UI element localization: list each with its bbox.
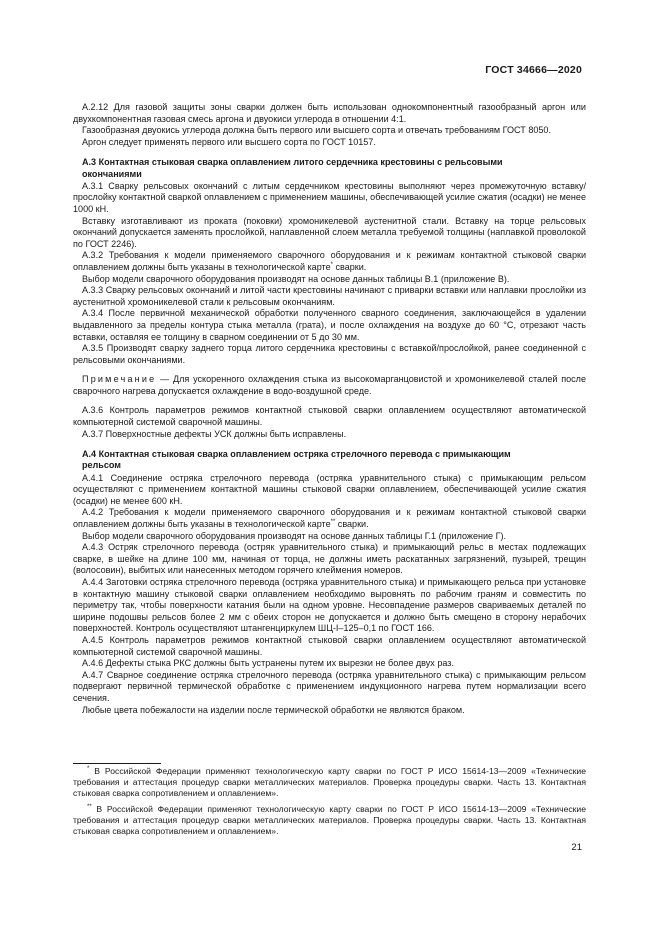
paragraph-a2-12: А.2.12 Для газовой защиты зоны сварки должен быть использован однокомпонентный газообразный аргон или двухкомпонентная газовая смесь аргона и двуокиси углерода в отношении 4:1. bbox=[73, 102, 586, 124]
footnotes bbox=[73, 766, 586, 843]
footnote-1-mark: * bbox=[87, 766, 90, 773]
footnote-2-mark: ** bbox=[87, 804, 92, 811]
page-body bbox=[73, 102, 586, 716]
footnote-divider bbox=[73, 763, 161, 764]
heading-a4-line1: А.4 Контактная стыковая сварка оплавлением остряка стрелочного перевода с примыкающим bbox=[82, 449, 511, 460]
heading-a3-line2: окончаниями bbox=[82, 168, 142, 179]
footnote-1-text: В Российской Федерации применяют технологическую карту сварки по ГОСТ Р ИСО 15614-13—2009 «Технические требования и аттестация процедур сварки металлических материалов. Проверка процедуры сварки. Часть 13. Контактная стыковая сварка сопротивлением и оплавлением». bbox=[73, 766, 586, 799]
heading-a4-line2: рельсом bbox=[82, 460, 121, 471]
paragraph-a3-1-insert: Вставку изготавливают из проката (поковки) хромоникелевой аустенитной стали. Вставку на торце рельсовых окончаний допускается заменять прослойкой, наплавленной слоем металла требуемой толщины (наплавкой проволокой по ГОСТ 2246). bbox=[73, 215, 586, 249]
paragraph-a3-7: А.3.7 Поверхностные дефекты УСК должны быть исправлены. bbox=[82, 428, 347, 439]
paragraph-a4-6: А.4.6 Дефекты стыка РКС должны быть устранены путем их вырезки не более двух раз. bbox=[82, 658, 454, 669]
paragraph-a3-2-text: А.3.2 Требования к модели применяемого сварочного оборудования и к режимам контактной стыковой сварки оплавлением должны быть указаны в технологической карте bbox=[73, 250, 586, 272]
paragraph-a4-5: А.4.5 Контроль параметров режимов контактной стыковой сварки оплавлением осуществляют автоматической компьютерной системой сварочной машины. bbox=[73, 634, 586, 657]
paragraph-a2-12-co2: Газообразная двуокись углерода должна быть первого или высшего сорта и отвечать требованиям ГОСТ 8050. bbox=[82, 125, 551, 136]
paragraph-a4-4: А.4.4 Заготовки остряка стрелочного перевода (остряка уравнительного стыка) и примыкающего рельса при установке в контактную машину стыковой сварки оплавлением необходимо выровнять по рабочим граням и совместить по периметру так, чтобы поверхности катания были на одном уровне. Несовпадение размеров свариваемых деталей по ширине подошвы рельсов более 2 мм с обеих сторон не допускается и должно быть смещено в сторону нерабочих поверхностей. Контроль осуществляют штангенциркулем ШЦ-I–125–0,1 по ГОСТ 166. bbox=[73, 577, 586, 634]
paragraph-a2-12-argon: Аргон следует применять первого или высшего сорта по ГОСТ 10157. bbox=[82, 136, 376, 147]
document-code-header: ГОСТ 34666—2020 bbox=[485, 64, 582, 76]
paragraph-a3-5: А.3.5 Производят сварку заднего торца литого сердечника крестовины с вставкой/прослойкой, ранее соединенной с рельсовыми окончаниями. bbox=[73, 343, 586, 365]
paragraph-a3-2-tail: сварки. bbox=[332, 261, 367, 272]
note-block bbox=[73, 374, 586, 397]
footnote-ref-1[interactable]: * bbox=[330, 261, 333, 268]
heading-a3-line1: А.3 Контактная стыковая сварка оплавлением литого сердечника крестовины с рельсовыми bbox=[82, 157, 503, 168]
footnote-2 bbox=[73, 804, 586, 837]
paragraph-a3-4: А.3.4 После первичной механической обработки полученного сварного соединения, заключающейся в удалении выдавленного за пределы контура стыка металла (грата), и после охлаждения на воздухе до 60 °С, отрезают часть вставки, оставляя ее толщину в сварном соединении от 5 до 30 мм. bbox=[73, 308, 586, 342]
paragraph-a4-2-model: Выбор модели сварочного оборудования производят на основе данных таблицы Г.1 (приложение Г). bbox=[82, 530, 507, 541]
paragraph-a4-2 bbox=[73, 507, 586, 530]
paragraph-a4-3: А.4.3 Остряк стрелочного перевода (остряк уравнительного стыка) и примыкающий рельс в местах подлежащих сварке, в шейке на длине 100 мм, начиная от торца, не должны иметь раскатанных загрязнений, пузырей, трещин (волосовин), выбитых или нанесенных методом горячего клеймения номеров. bbox=[73, 542, 586, 576]
footnote-1 bbox=[73, 766, 586, 799]
paragraph-a3-1: А.3.1 Сварку рельсовых окончаний с литым сердечником крестовины выполняют через промежуточную вставку/прослойку контактной сваркой оплавлением с применением машины, обеспечивающей усилие сжатия (осадки) не менее 1000 кН. bbox=[73, 180, 586, 214]
footnote-2-text: В Российской Федерации применяют технологическую карту сварки по ГОСТ Р ИСО 15614-13—2009 «Технические требования и аттестация процедур сварки металлических материалов. Проверка процедуры сварки. Часть 13. Контактная стыковая сварка сопротивлением и оплавлением». bbox=[73, 804, 586, 837]
page-number: 21 bbox=[571, 842, 582, 853]
paragraph-a4-2-text: А.4.2 Требования к модели применяемого сварочного оборудования и к режимам контактной стыковой сварки оплавлением должны быть указаны в технологической карте bbox=[73, 507, 586, 530]
paragraph-a3-3: А.3.3 Сварку рельсовых окончаний и литой части крестовины начинают с приварки вставки или наплавки прослойки из аустенитной хромоникелевой стали к рельсовым окончаниям. bbox=[73, 285, 586, 307]
paragraph-a3-2-model: Выбор модели сварочного оборудования производят на основе данных таблицы В.1 (приложение В). bbox=[82, 273, 510, 284]
footnote-ref-2[interactable]: ** bbox=[330, 519, 336, 526]
paragraph-a4-1: А.4.1 Соединение остряка стрелочного перевода (остряка уравнительного стыка) с примыкающим рельсом осуществляют с применением контактной машины стыковой сварки оплавлением, обеспечивающей усилие сжатия (осадки) не менее 600 кН. bbox=[73, 472, 586, 506]
paragraph-a3-2 bbox=[73, 250, 586, 273]
heading-a3 bbox=[73, 157, 586, 179]
heading-a4 bbox=[73, 449, 586, 471]
paragraph-a3-6: А.3.6 Контроль параметров режимов контактной стыковой сварки оплавлением осуществляют автоматической компьютерной системой сварочной машины. bbox=[73, 405, 586, 428]
paragraph-a4-7-tint: Любые цвета побежалости на изделии после термической обработки не являются браком. bbox=[82, 704, 465, 715]
note-text: — Для ускоренного охлаждения стыка из высокомарганцовистой и хромоникелевой сталей после сварочного нагрева допускается охлаждение в водо-воздушной среде. bbox=[73, 374, 586, 396]
paragraph-a4-7: А.4.7 Сварное соединение остряка стрелочного перевода (остряка уравнительного стыка) с примыкающим рельсом подвергают первичной термической обработке с применением индукционного нагрева путем нормализации всего сечения. bbox=[73, 669, 586, 703]
paragraph-a4-2-tail: сварки. bbox=[335, 519, 369, 530]
note-label: Примечание bbox=[82, 374, 157, 385]
